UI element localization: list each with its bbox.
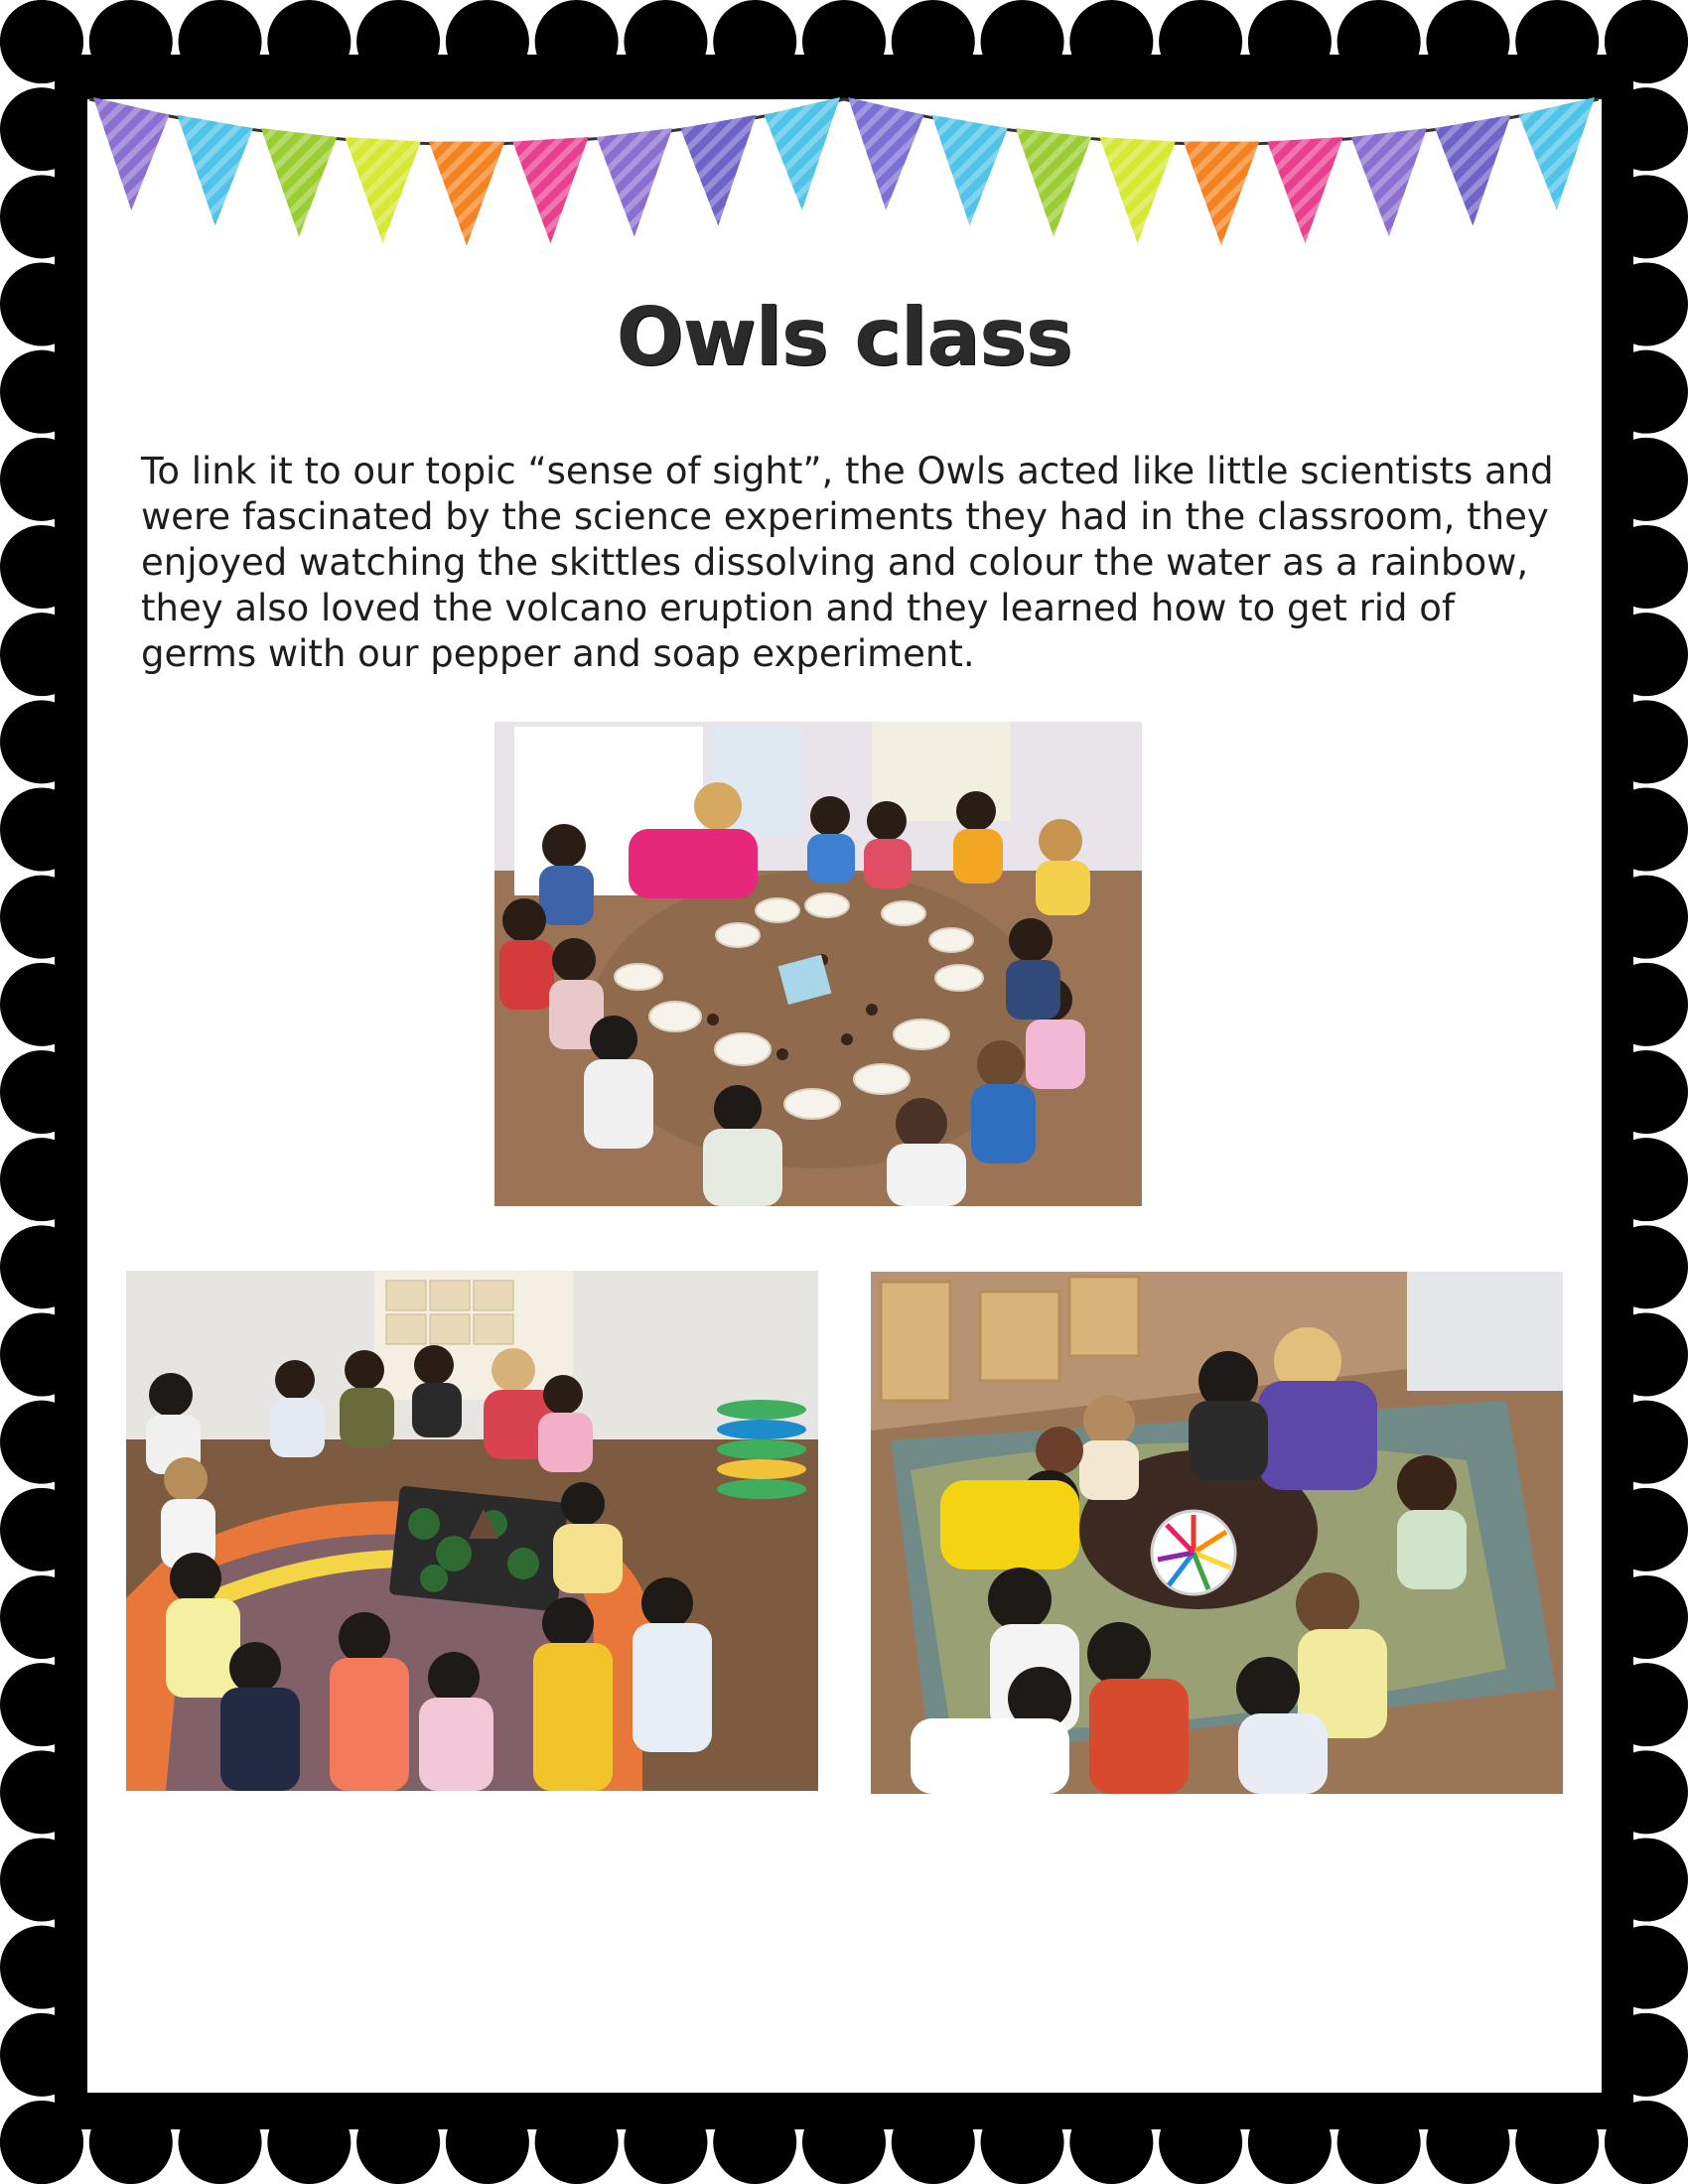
bunting-flag (765, 97, 840, 210)
bunting-flag (1519, 97, 1595, 210)
bunting-flag (177, 115, 252, 226)
bunting-flag (429, 141, 504, 245)
bunting-flag (1184, 141, 1259, 245)
bunting-flag (1435, 115, 1510, 226)
bunting-flag (1099, 137, 1175, 243)
bunting-flag (1267, 137, 1342, 243)
circle-time-experiment-photo (494, 722, 1142, 1206)
volcano-eruption-photo (126, 1271, 818, 1791)
bunting-flag (1351, 128, 1427, 236)
bunting-flag (261, 128, 337, 236)
bunting-flag (931, 115, 1007, 226)
bunting-flag (512, 137, 588, 243)
bunting-flag (680, 115, 756, 226)
description-paragraph: To link it to our topic “sense of sight”, the Owls acted like little scientists and were fascinated by the science experiments they had in the classroom, they enjoyed watching the skittles dissolving and colour the water as a rainbow, they also loved the volcano eruption and they learned how to get rid of germs with our pepper and soap experiment. (141, 450, 1554, 675)
bunting-flag (93, 97, 169, 210)
skittles-rainbow-photo (871, 1272, 1563, 1794)
page-title: Owls class (616, 291, 1072, 383)
bunting-flag (597, 128, 672, 236)
bunting-flag (848, 97, 923, 210)
bunting-flag (1016, 128, 1091, 236)
bunting-flag (345, 137, 420, 243)
bunting-banner (89, 94, 1599, 303)
